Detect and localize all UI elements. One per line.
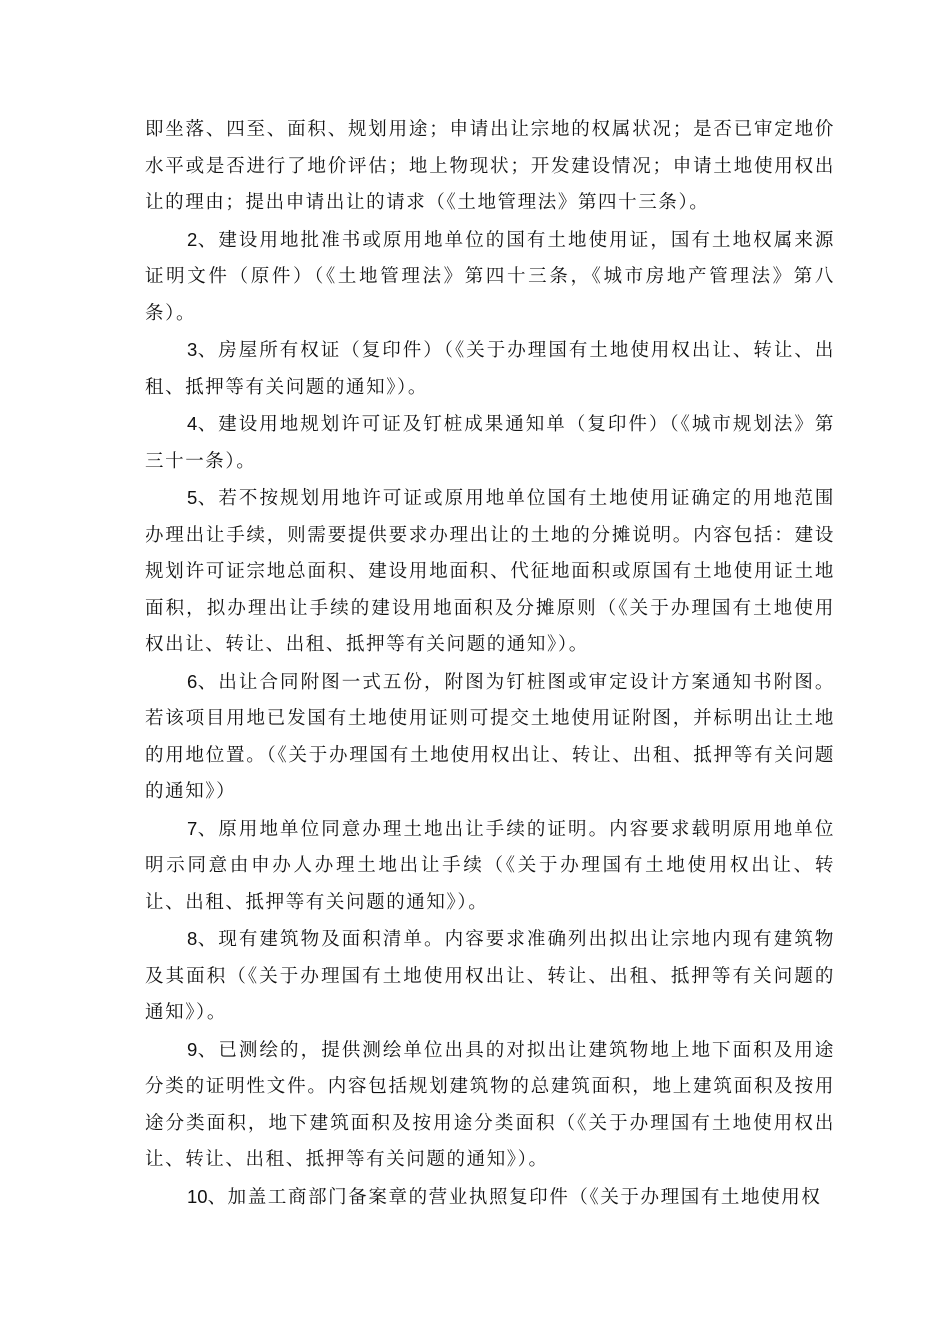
item-number: 10 xyxy=(187,1185,208,1207)
paragraph-text: 、房屋所有权证（复印件）（《关于办理国有土地使用权出让、转让、出租、抵押等有关问题的通知》）。 xyxy=(145,340,835,398)
item-number: 2 xyxy=(187,228,198,250)
paragraph-text: 、建设用地规划许可证及钉桩成果通知单（复印件）（《城市规划法》第三十一条）。 xyxy=(145,414,835,472)
item-number: 6 xyxy=(187,670,198,692)
paragraph-item-2 xyxy=(145,222,835,333)
paragraph-text: 、加盖工商部门备案章的营业执照复印件（《关于办理国有土地使用权 xyxy=(207,1186,822,1208)
paragraph-item-6 xyxy=(145,664,835,811)
paragraph-item-3 xyxy=(145,332,835,406)
paragraph-item-7 xyxy=(145,811,835,922)
paragraph-item-9 xyxy=(145,1032,835,1179)
paragraph-item-10 xyxy=(145,1179,835,1217)
paragraph-continuation xyxy=(145,112,835,222)
item-number: 3 xyxy=(187,339,198,360)
paragraph-text: 即坐落、四至、面积、规划用途；申请出让宗地的权属状况；是否已审定地价水平或是否进行了地价评估；地上物现状；开发建设情况；申请土地使用权出让的理由；提出申请出让的请求（《土地管理法》第四十三条）。 xyxy=(145,119,835,213)
item-number: 7 xyxy=(187,817,198,839)
paragraph-text: 、若不按规划用地许可证或原用地单位国有土地使用证确定的用地范围办理出让手续，则需要提供要求办理出让的土地的分摊说明。内容包括：建设规划许可证宗地总面积、建设用地面积、代征地面积或原国有土地使用证土地面积，拟办理出让手续的建设用地面积及分摊原则（《关于办理国有土地使用权出让、转让、出租、抵押等有关问题的通知》）。 xyxy=(145,488,835,655)
item-number: 9 xyxy=(187,1038,198,1060)
paragraph-item-5 xyxy=(145,480,835,664)
paragraph-item-8 xyxy=(145,921,835,1032)
item-number: 4 xyxy=(187,413,198,434)
document-body xyxy=(145,112,835,1216)
item-number: 5 xyxy=(187,487,198,508)
paragraph-text: 、现有建筑物及面积清单。内容要求准确列出拟出让宗地内现有建筑物及其面积（《关于办理国有土地使用权出让、转让、出租、抵押等有关问题的通知》）。 xyxy=(145,929,835,1023)
paragraph-text: 、建设用地批准书或原用地单位的国有土地使用证，国有土地权属来源证明文件（原件）（《土地管理法》第四十三条，《城市房地产管理法》第八条）。 xyxy=(145,229,835,324)
paragraph-text: 、出让合同附图一式五份，附图为钉桩图或审定设计方案通知书附图。若该项目用地已发国有土地使用证则可提交土地使用证附图，并标明出让土地的用地位置。（《关于办理国有土地使用权出让、转让、出租、抵押等有关问题的通知》） xyxy=(145,671,835,802)
item-number: 8 xyxy=(187,928,198,949)
paragraph-text: 、原用地单位同意办理土地出让手续的证明。内容要求载明原用地单位明示同意由申办人办理土地出让手续（《关于办理国有土地使用权出让、转让、出租、抵押等有关问题的通知》）。 xyxy=(145,818,835,913)
paragraph-text: 、已测绘的，提供测绘单位出具的对拟出让建筑物地上地下面积及用途分类的证明性文件。内容包括规划建筑物的总建筑面积，地上建筑面积及按用途分类面积，地下建筑面积及按用途分类面积（《关于办理国有土地使用权出让、转让、出租、抵押等有关问题的通知》）。 xyxy=(145,1039,835,1170)
paragraph-item-4 xyxy=(145,406,835,480)
